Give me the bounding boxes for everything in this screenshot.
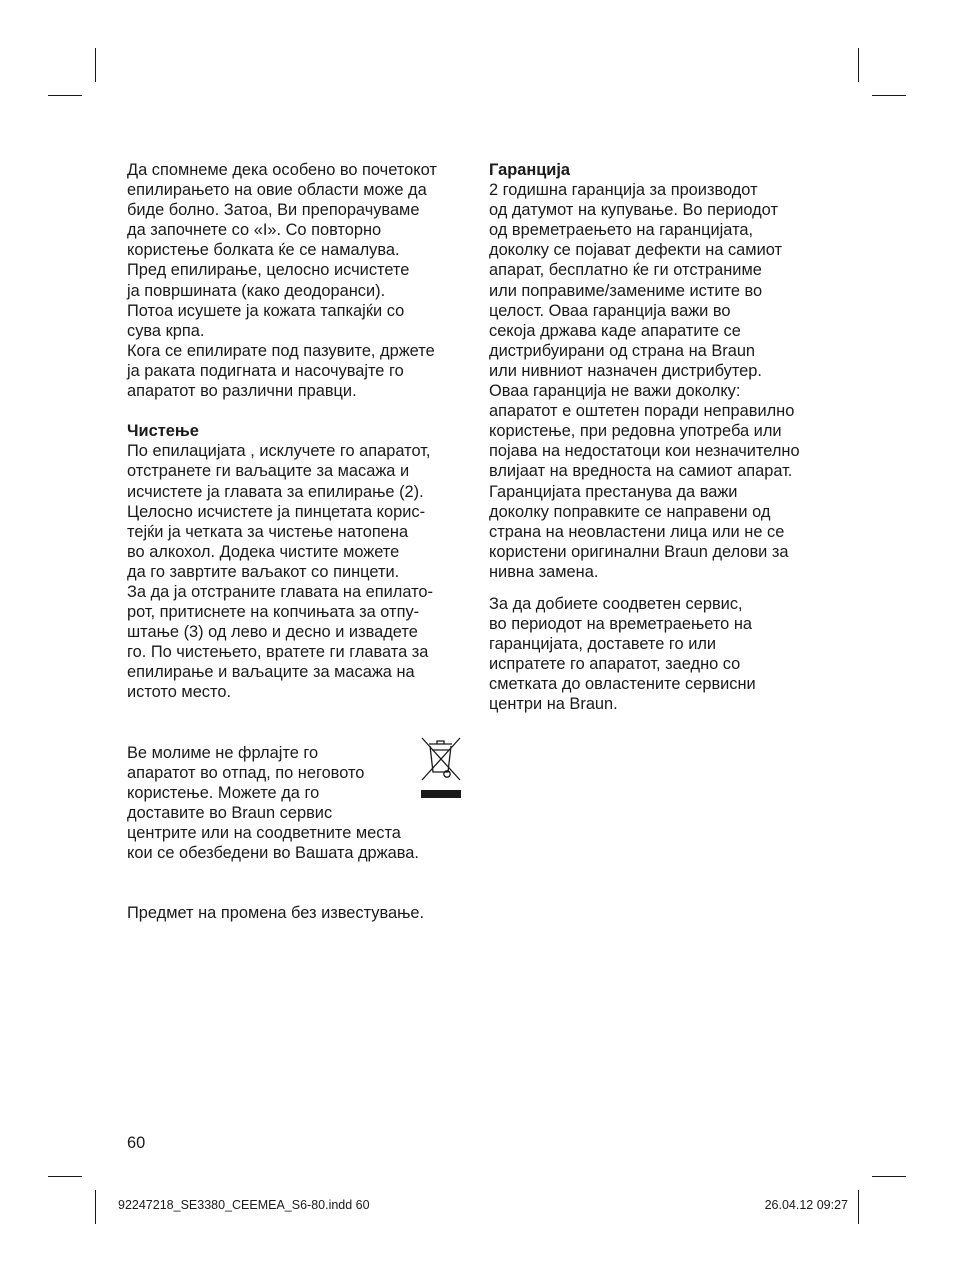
text-line: тејќи ја четката за чистење натопена	[127, 522, 409, 541]
text-line: целост. Оваа гаранција важи во	[489, 301, 731, 320]
text-line: од времетраењето на гаранцијата,	[489, 221, 754, 240]
page-number: 60	[127, 1134, 146, 1152]
text-line: биде болно. Затоа, Ви препорачуваме	[127, 201, 420, 220]
text-line: сметката до овластените сервисни	[489, 675, 756, 694]
text-line: страна на неовластени лица или не се	[489, 522, 785, 541]
warranty-heading: Гаранција	[489, 161, 571, 179]
text-line: нивна замена.	[489, 562, 599, 581]
text-line: апаратот во отпад, по неговото	[127, 763, 365, 782]
intro-paragraph	[127, 160, 472, 401]
crop-mark-top-left-vertical	[95, 48, 96, 82]
text-line: исчистете ја главата за епилирање (2).	[127, 482, 424, 501]
text-line: апаратот во различни правци.	[127, 382, 357, 401]
text-line: Оваа гаранција не важи доколку:	[489, 382, 741, 401]
footer-date-time: 26.04.12 09:27	[764, 1198, 848, 1212]
text-line: Гаранцијата престанува да важи	[489, 482, 738, 501]
text-line: појава на недостатоци кои незначително	[489, 442, 800, 461]
text-line: или нивниот назначен дистрибутер.	[489, 361, 762, 380]
cleaning-paragraph	[127, 441, 472, 702]
warranty-paragraph	[489, 180, 834, 582]
text-line: Да спомнеме дека особено во почетокот	[127, 161, 437, 179]
text-line: во алкохол. Додека чистите можете	[127, 542, 400, 561]
text-line: влијаат на вредноста на самиот апарат.	[489, 462, 793, 481]
text-line: Ве молиме не фрлајте го	[127, 743, 319, 762]
right-column	[489, 160, 834, 715]
text-line: епилирање и ваљаците за масажа на	[127, 663, 415, 682]
crop-mark-bottom-left-horizontal	[48, 1176, 82, 1177]
text-line: Пред епилирање, целосно исчистете	[127, 261, 410, 280]
text-line: ја раката подигната и насочувајте го	[127, 361, 404, 380]
text-line: да го завртите ваљакот со пинцети.	[127, 562, 400, 581]
text-line: рот, притиснете на копчињата за отпу-	[127, 603, 420, 622]
text-line: центри на Braun.	[489, 695, 618, 714]
text-line: Потоа исушете ја кожата тапкајќи со	[127, 301, 405, 320]
crop-mark-top-right-vertical	[858, 48, 859, 82]
text-line: или поправиме/замениме истите во	[489, 281, 763, 300]
cleaning-heading: Чистење	[127, 422, 199, 441]
text-line: За да ја отстраните главата на епилато-	[127, 582, 433, 601]
text-line: гаранцијата, доставете го или	[489, 635, 717, 654]
text-line: во периодот на времетраењето на	[489, 615, 752, 634]
notice-text: Предмет на промена без известување.	[127, 904, 425, 923]
text-line: апарат, бесплатно ќе ги отстраниме	[489, 261, 762, 280]
text-line: кои се обезбедени во Вашата држава.	[127, 844, 419, 863]
text-line: апаратот е оштетен поради неправилно	[489, 402, 795, 421]
left-column	[127, 160, 472, 924]
crossed-out-wheelie-bin-icon	[420, 736, 462, 798]
text-line: доставите во Braun сервис	[127, 804, 333, 822]
text-line: користени оригинални Braun делови за	[489, 542, 789, 561]
crop-mark-bottom-right-vertical	[858, 1190, 859, 1224]
text-line: користење. Можете да го	[127, 783, 320, 802]
text-line: По епилацијата , исклучете го апаратот,	[127, 442, 431, 461]
text-line: испратете го апаратот, заедно со	[489, 655, 741, 674]
text-line: центрите или на соодветните места	[127, 824, 401, 843]
text-line: епилирањето на овие области може да	[127, 181, 427, 200]
text-line: секоја држава каде апаратите се	[489, 321, 741, 340]
text-line: користење, при редовна употреба или	[489, 422, 782, 441]
text-line: доколку поправките се направени од	[489, 502, 771, 521]
text-line: 2 годишна гаранција за производот	[489, 181, 758, 200]
footer-file-info: 92247218_SE3380_CEEMEA_S6-80.indd 60	[118, 1198, 370, 1212]
crop-mark-bottom-right-horizontal	[872, 1176, 906, 1177]
text-line: го. По чистењето, вратете ги главата за	[127, 643, 429, 662]
text-line: од датумот на купување. Во периодот	[489, 201, 778, 220]
text-line: дистрибуирани од страна на Braun	[489, 341, 756, 360]
text-line: отстранете ги ваљаците за масажа и	[127, 462, 410, 481]
service-paragraph	[489, 594, 834, 715]
text-line: сува крпа.	[127, 321, 205, 340]
text-line: штање (3) од лево и десно и извадете	[127, 623, 418, 642]
text-line: доколку се појават дефекти на самиот	[489, 241, 782, 260]
text-line: За да добиете соодветен сервис,	[489, 594, 743, 613]
text-line: да започнете со «I». Со повторно	[127, 221, 382, 240]
crop-mark-bottom-left-vertical	[95, 1190, 96, 1224]
text-line: ја површината (како деодоранси).	[127, 281, 386, 300]
text-line: Кога се епилирате под пазувите, држете	[127, 341, 435, 360]
text-line: истото место.	[127, 683, 231, 702]
text-line: користење болката ќе се намалува.	[127, 241, 400, 260]
crop-mark-top-left-horizontal	[48, 95, 82, 96]
text-line: Целосно исчистете ја пинцетата корис-	[127, 502, 426, 521]
crop-mark-top-right-horizontal	[872, 95, 906, 96]
